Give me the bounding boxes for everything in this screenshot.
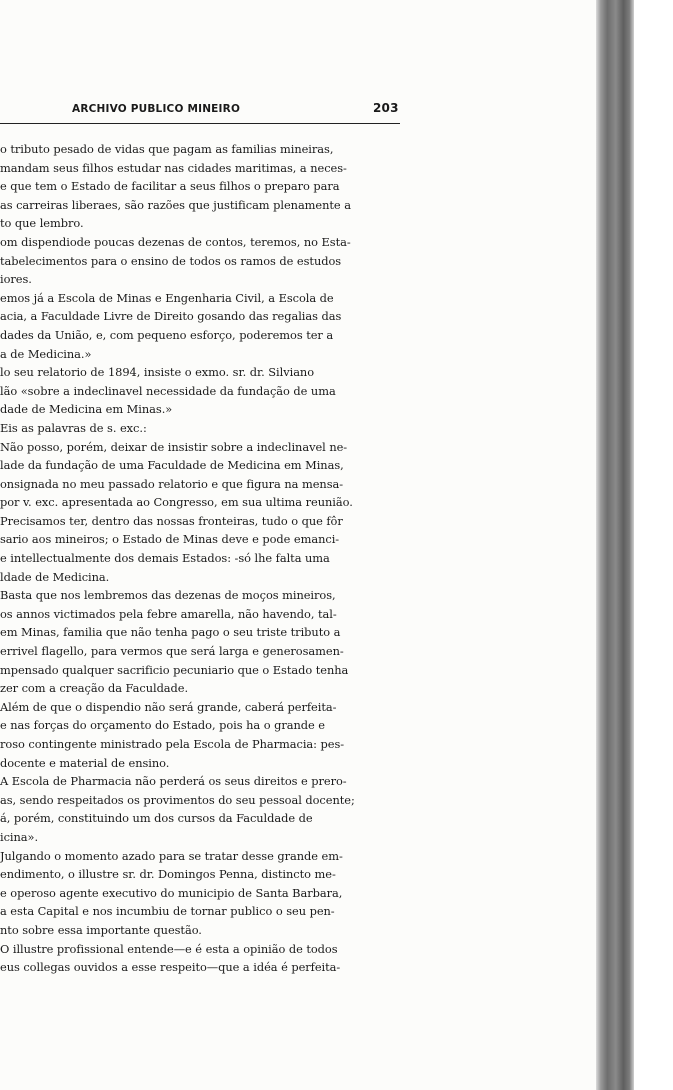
text-line: Basta que nos lembremos das dezenas de moços mineiros,: [0, 588, 336, 603]
text-line: a esta Capital e nos incumbiu de tornar publico o seu pen-: [0, 904, 335, 919]
text-line: nto sobre essa importante questão.: [0, 922, 202, 937]
page-number: 203: [373, 101, 399, 115]
header-title: ARCHIVO PUBLICO MINEIRO: [72, 103, 241, 115]
text-line: acia, a Faculdade Livre de Direito gosando das regalias das: [0, 309, 342, 324]
text-line: e intellectualmente dos demais Estados: -só lhe falta uma: [0, 551, 330, 566]
text-line: ldade de Medicina.: [0, 569, 110, 584]
text-line: icina».: [0, 829, 39, 844]
text-line: roso contingente ministrado pela Escola de Pharmacia: pes-: [0, 737, 345, 751]
text-line: as, sendo respeitados os provimentos do seu pessoal docente;: [0, 792, 355, 807]
text-line: tabelecimentos para o ensino de todos os ramos de estudos: [0, 253, 342, 268]
text-line: dade de Medicina em Minas.»: [0, 402, 173, 417]
text-line: e operoso agente executivo do municipio de Santa Barbara,: [0, 885, 343, 900]
text-line: mpensado qualquer sacrificio pecuniario que o Estado tenha: [0, 662, 349, 677]
text-line: Precisamos ter, dentro das nossas fronteiras, tudo o que fôr: [0, 513, 343, 528]
body-text: [0, 140, 410, 977]
text-line: as carreiras liberaes, são razões que justificam plenamente a: [0, 197, 351, 212]
text-line: lade da fundação de uma Faculdade de Medicina em Minas,: [0, 458, 344, 473]
text-line: sario aos mineiros; o Estado de Minas deve e pode emanci-: [0, 532, 340, 547]
header-rule: [0, 123, 400, 124]
text-line: emos já a Escola de Minas e Engenharia Civil, a Escola de: [0, 290, 334, 305]
text-line: Não posso, porém, deixar de insistir sobre a indeclinavel ne-: [0, 439, 348, 454]
text-line: zer com a creação da Faculdade.: [0, 681, 189, 696]
text-line: dades da União, e, com pequeno esforço, poderemos ter a: [0, 327, 334, 342]
text-line: o tributo pesado de vidas que pagam as familias mineiras,: [0, 142, 334, 156]
text-line: Julgando o momento azado para se tratar desse grande em-: [0, 848, 343, 863]
text-line: om dispendiode poucas dezenas de contos, teremos, no Esta-: [0, 234, 351, 249]
text-line: to que lembro.: [0, 216, 84, 231]
text-line: A Escola de Pharmacia não perderá os seus direitos e prero-: [0, 774, 347, 789]
page-margin: [634, 0, 673, 1090]
text-line: a de Medicina.»: [0, 346, 92, 361]
text-line: O illustre profissional entende—e é esta a opinião de todos: [0, 941, 338, 956]
text-line: por v. exc. apresentada ao Congresso, em sua ultima reunião.: [0, 495, 353, 510]
text-line: eus collegas ouvidos a esse respeito—que a idéa é perfeita-: [0, 960, 341, 975]
text-line: os annos victimados pela febre amarella, não havendo, tal-: [0, 606, 337, 621]
text-line: docente e material de ensino.: [0, 755, 170, 770]
text-line: em Minas, familia que não tenha pago o seu triste tributo a: [0, 625, 341, 640]
text-line: Eis as palavras de s. exc.:: [0, 420, 147, 435]
text-line: Além de que o dispendio não será grande, caberá perfeita-: [0, 699, 337, 714]
text-line: e nas forças do orçamento do Estado, pois ha o grande e: [0, 718, 325, 733]
text-line: endimento, o illustre sr. dr. Domingos Penna, distincto me-: [0, 867, 336, 882]
text-line: á, porém, constituindo um dos cursos da Faculdade de: [0, 811, 313, 826]
running-header: [0, 103, 404, 119]
text-line: iores.: [0, 272, 32, 287]
text-line: lo seu relatorio de 1894, insiste o exmo. sr. dr. Silviano: [0, 365, 315, 380]
text-line: e que tem o Estado de facilitar a seus filhos o preparo para: [0, 179, 340, 194]
text-line: errivel flagello, para vermos que será larga e generosamen-: [0, 644, 344, 659]
book-gutter: [596, 0, 634, 1090]
text-line: mandam seus filhos estudar nas cidades maritimas, a neces-: [0, 160, 347, 175]
text-line: onsignada no meu passado relatorio e que figura na mensa-: [0, 476, 344, 491]
text-line: lão «sobre a indeclinavel necessidade da fundação de uma: [0, 383, 336, 398]
